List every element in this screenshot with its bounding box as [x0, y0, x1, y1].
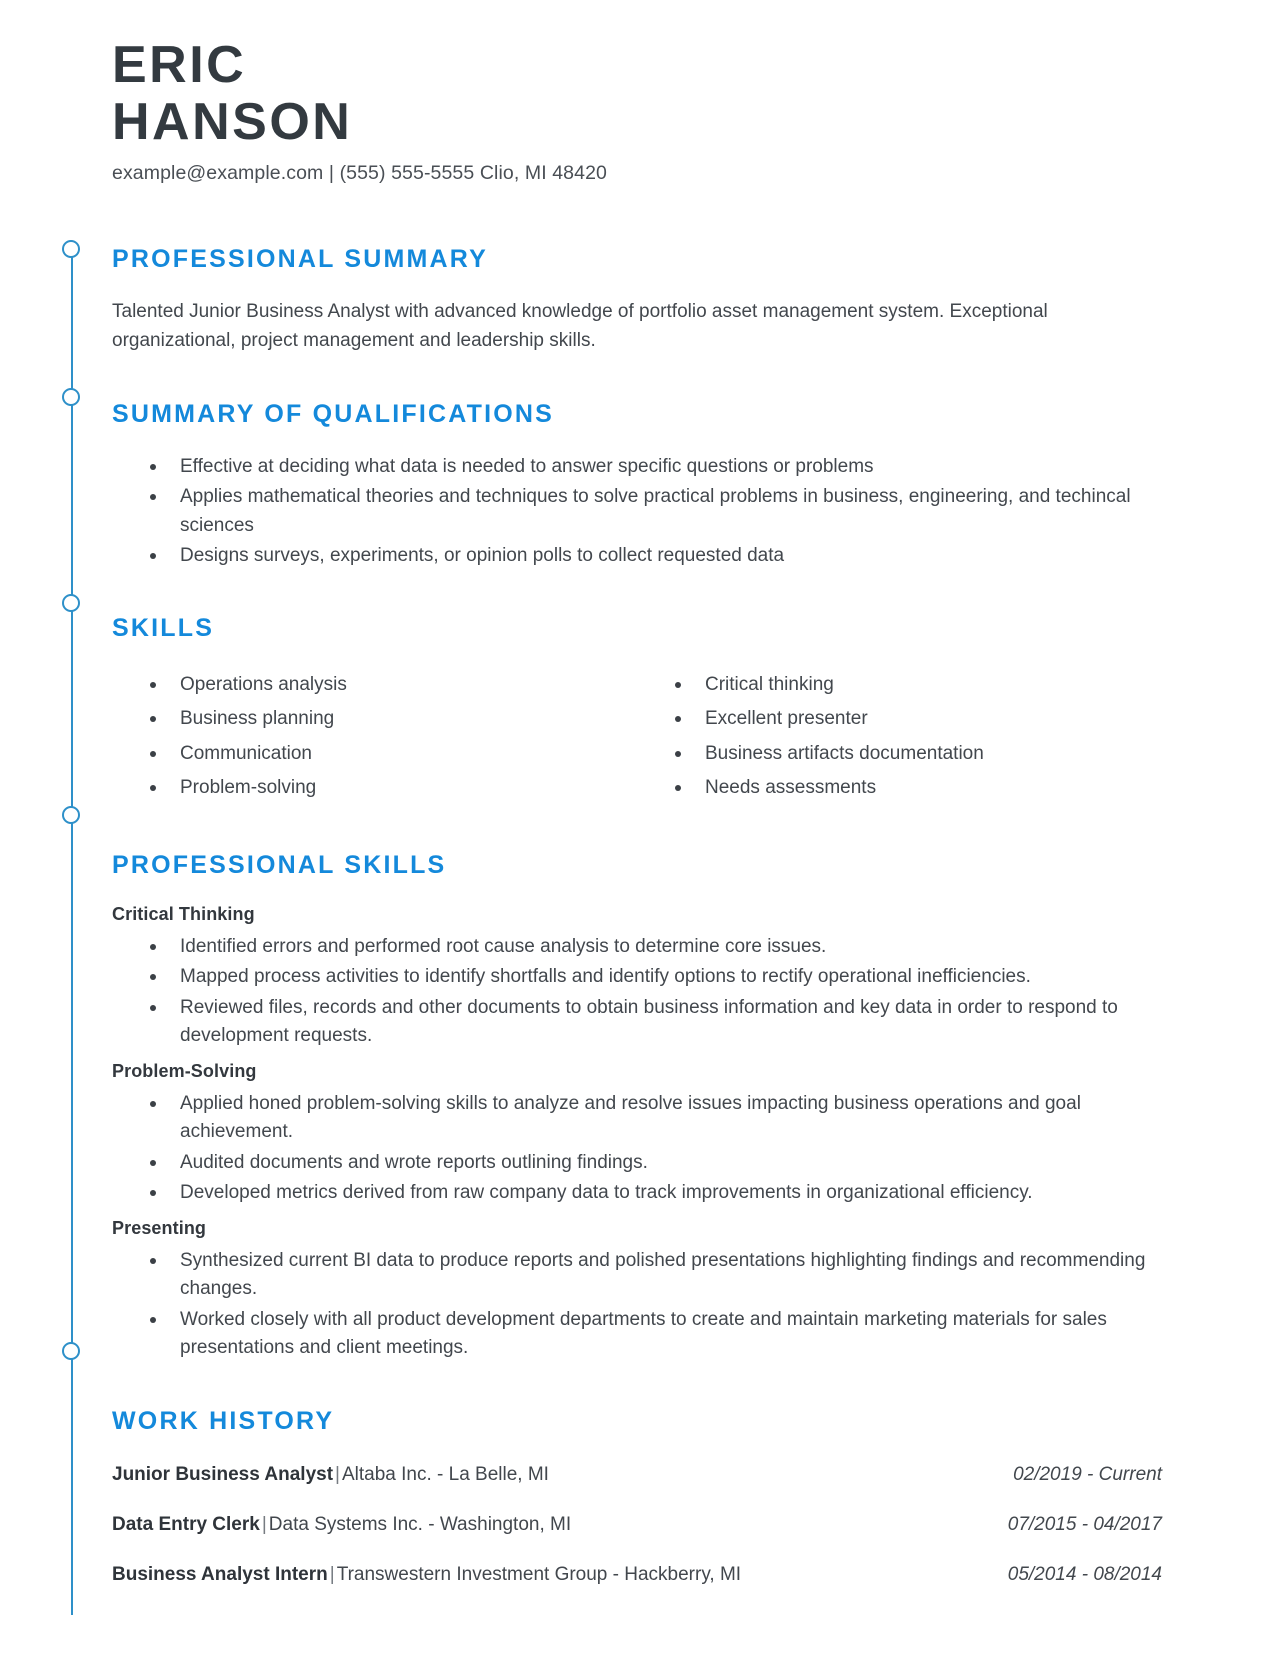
qualifications-list — [112, 453, 1162, 571]
section-title-professional-summary: PROFESSIONAL SUMMARY — [112, 245, 488, 274]
job-description — [112, 1564, 741, 1586]
job-company: Altaba Inc. - La Belle, MI — [341, 1463, 549, 1485]
list-item: Designs surveys, experiments, or opinion polls to collect requested data — [112, 542, 1162, 571]
section-title-summary-of-qualifications: SUMMARY OF QUALIFICATIONS — [112, 399, 555, 428]
professional-summary-text: Talented Junior Business Analyst with advanced knowledge of portfolio asset management system. Exceptional organizational, project management and leadership skills. — [112, 301, 1048, 352]
list-item: Needs assessments — [637, 774, 1162, 803]
list-item: Synthesized current BI data to produce reports and polished presentations highlighting findings and recommending changes. — [112, 1247, 1162, 1304]
job-title: Data Entry Clerk — [112, 1513, 260, 1535]
resume-content — [0, 247, 1280, 1586]
contact-line: example@example.com | (555) 555-5555 Clio, MI 48420 — [112, 162, 607, 185]
first-name: ERIC — [112, 36, 247, 94]
job-title: Business Analyst Intern — [112, 1563, 328, 1585]
list-item: Critical thinking — [637, 671, 1162, 700]
list-item: Mapped process activities to identify shortfalls and identify options to rectify operational inefficiencies. — [112, 963, 1162, 992]
skills-column-right — [637, 671, 1162, 809]
professional-skills-group — [112, 1218, 1162, 1363]
list-item: Developed metrics derived from raw company data to track improvements in organizational efficiency. — [112, 1179, 1162, 1208]
job-dates: 05/2014 - 08/2014 — [1007, 1563, 1162, 1585]
skills-columns — [112, 671, 1162, 809]
list-item: Business artifacts documentation — [637, 740, 1162, 769]
section-skills — [112, 613, 1162, 809]
last-name: HANSON — [112, 93, 353, 152]
subsection-heading-problem-solving: Problem-Solving — [112, 1060, 257, 1081]
resume-header — [0, 0, 1280, 185]
job-title: Junior Business Analyst — [112, 1463, 334, 1485]
list-item: Applies mathematical theories and techniques to solve practical problems in business, engineering, and techincal sciences — [112, 483, 1162, 540]
professional-skills-group — [112, 904, 1162, 1051]
job-description — [112, 1464, 549, 1486]
list-item: Operations analysis — [112, 671, 637, 700]
list-item: Reviewed files, records and other documents to obtain business information and key data in order to respond to development requests. — [112, 994, 1162, 1051]
section-work-history — [112, 1406, 1162, 1586]
list-item: Applied honed problem-solving skills to analyze and resolve issues impacting business operations and goal achievement. — [112, 1090, 1162, 1147]
subsection-heading-presenting: Presenting — [112, 1217, 207, 1238]
job-company: Data Systems Inc. - Washington, MI — [268, 1513, 572, 1535]
subsection-heading-critical-thinking: Critical Thinking — [112, 903, 255, 924]
list-item: Communication — [112, 740, 637, 769]
job-separator: | — [261, 1513, 267, 1535]
work-history-entry — [112, 1514, 1162, 1536]
list-item: Business planning — [112, 705, 637, 734]
list-item: Problem-solving — [112, 774, 637, 803]
section-summary-of-qualifications — [112, 399, 1162, 571]
work-history-entry — [112, 1564, 1162, 1586]
work-history-entry — [112, 1464, 1162, 1486]
skills-list-left — [112, 671, 637, 803]
section-professional-summary — [112, 247, 1162, 356]
work-history-list — [112, 1464, 1162, 1586]
list-item: Audited documents and wrote reports outlining findings. — [112, 1149, 1162, 1178]
list-item: Worked closely with all product development departments to create and maintain marketing materials for sales presentations and client meetings. — [112, 1306, 1162, 1363]
job-company: Transwestern Investment Group - Hackberry, MI — [336, 1563, 742, 1585]
critical-thinking-list — [112, 933, 1162, 1051]
list-item: Identified errors and performed root cause analysis to determine core issues. — [112, 933, 1162, 962]
job-description — [112, 1514, 571, 1536]
professional-skills-group — [112, 1061, 1162, 1208]
job-dates: 07/2015 - 04/2017 — [1007, 1513, 1162, 1535]
skills-column-left — [112, 671, 637, 809]
section-title-work-history: WORK HISTORY — [112, 1406, 335, 1435]
problem-solving-list — [112, 1090, 1162, 1208]
job-separator: | — [329, 1563, 335, 1585]
section-title-skills: SKILLS — [112, 613, 215, 642]
job-separator: | — [335, 1463, 340, 1485]
section-professional-skills — [112, 850, 1162, 1363]
list-item: Excellent presenter — [637, 705, 1162, 734]
job-dates: 02/2019 - Current — [1013, 1463, 1162, 1485]
presenting-list — [112, 1247, 1162, 1363]
section-title-professional-skills: PROFESSIONAL SKILLS — [112, 850, 447, 879]
list-item: Effective at deciding what data is needed to answer specific questions or problems — [112, 453, 1162, 482]
skills-list-right — [637, 671, 1162, 803]
